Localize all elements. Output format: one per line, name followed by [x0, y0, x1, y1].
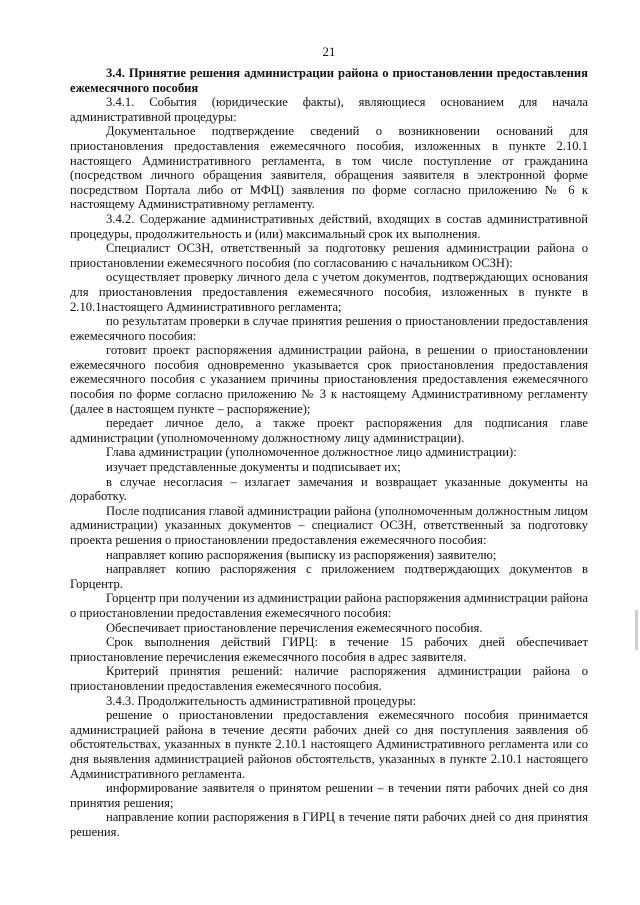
scan-edge-mark	[635, 610, 638, 650]
paragraph: готовит проект распоряжения администрации района, в решении о приостановлении ежемесячного пособия одновременно указывается срок приостановления предоставления ежемесячного пособия с указанием причины приостановления предоставления ежемесячного пособия по форме согласно приложению № 3 к настоящему Административному регламенту (далее в настоящем пункте – распоряжение);	[70, 343, 588, 416]
paragraph: в случае несогласия – излагает замечания и возвращает указанные документы на доработку.	[70, 474, 588, 504]
paragraph: направляет копию распоряжения с приложением подтверждающих документов в Горцентр.	[70, 562, 588, 591]
paragraph: Горцентр при получении из администрации района распоряжения администрации района о приостановлении предоставления ежемесячного пособия:	[70, 591, 588, 620]
paragraph: 3.4.2. Содержание административных действий, входящих в состав административной процедуры, продолжительность и (или) максимальный срок их выполнения.	[70, 211, 588, 241]
paragraph: Документальное подтверждение сведений о возникновении оснований для приостановления предоставления ежемесячного пособия, изложенных в пункте 2.10.1 настоящего Административного регламента, в том числе поступление от гражданина (посредством личного обращения заявителя, обращения заявителя в электронной форме посредством Портала либо от МФЦ) заявления по форме согласно приложению № 6 к настоящему Административному регламенту.	[70, 124, 588, 212]
paragraph: Глава администрации (уполномоченное должностное лицо администрации):	[106, 445, 517, 460]
paragraph: направляет копию распоряжения (выписку из распоряжения) заявителю;	[106, 547, 497, 562]
paragraph: Срок выполнения действий ГИРЦ: в течение 15 рабочих дней обеспечивает приостановление перечисления ежемесячного пособия в адрес заявителя.	[70, 635, 588, 664]
paragraph: информирование заявителя о принятом решении – в течении пяти рабочих дней со дня принятия решения;	[70, 781, 588, 810]
paragraph: направление копии распоряжения в ГИРЦ в течение пяти рабочих дней со дня принятия решения.	[70, 810, 588, 839]
paragraph: Специалист ОСЗН, ответственный за подготовку решения администрации района о приостановлении ежемесячного пособия (по согласованию с начальником ОСЗН):	[70, 241, 588, 270]
paragraph: осуществляет проверку личного дела с учетом документов, подтверждающих основания для приостановления предоставления ежемесячного пособия, изложенных в пункте в 2.10.1настоящего Административного регламента;	[70, 270, 588, 314]
paragraph: После подписания главой администрации района (уполномоченным должностным лицом администрации) указанных документов – специалист ОСЗН, ответственный за подготовку проекта решения о приостановлении предоставления ежемесячного пособия:	[70, 503, 588, 547]
paragraph: 3.4.1. События (юридические факты), являющиеся основанием для начала административной процедуры:	[70, 95, 588, 124]
paragraph: решение о приостановлении предоставления ежемесячного пособия принимается администрацией района в течение десяти рабочих дней со дня поступления заявления об обстоятельствах, указанных в пункте 2.10.1 настоящего Административного регламента или со дня выявления администрацией районов обстоятельств, указанных в пункте 2.10.1 настоящего Административного регламента.	[70, 708, 588, 781]
paragraph: изучает представленные документы и подписывает их;	[106, 460, 401, 475]
paragraph: Обеспечивает приостановление перечисления ежемесячного пособия.	[106, 620, 483, 635]
section-title: 3.4. Принятие решения администрации района о приостановлении предоставления ежемесячного пособия	[70, 66, 588, 95]
paragraph: по результатам проверки в случае принятия решения о приостановлении предоставления ежемесячного пособия:	[70, 314, 588, 343]
paragraph: 3.4.3. Продолжительность административной процедуры:	[106, 693, 417, 708]
paragraph: передает личное дело, а также проект распоряжения для подписания главе администрации (уполномоченному должностному лицу администрации).	[70, 416, 588, 445]
paragraph: Критерий принятия решений: наличие распоряжения администрации района о приостановлении предоставления ежемесячного пособия.	[70, 664, 588, 693]
page-number: 21	[322, 44, 336, 59]
